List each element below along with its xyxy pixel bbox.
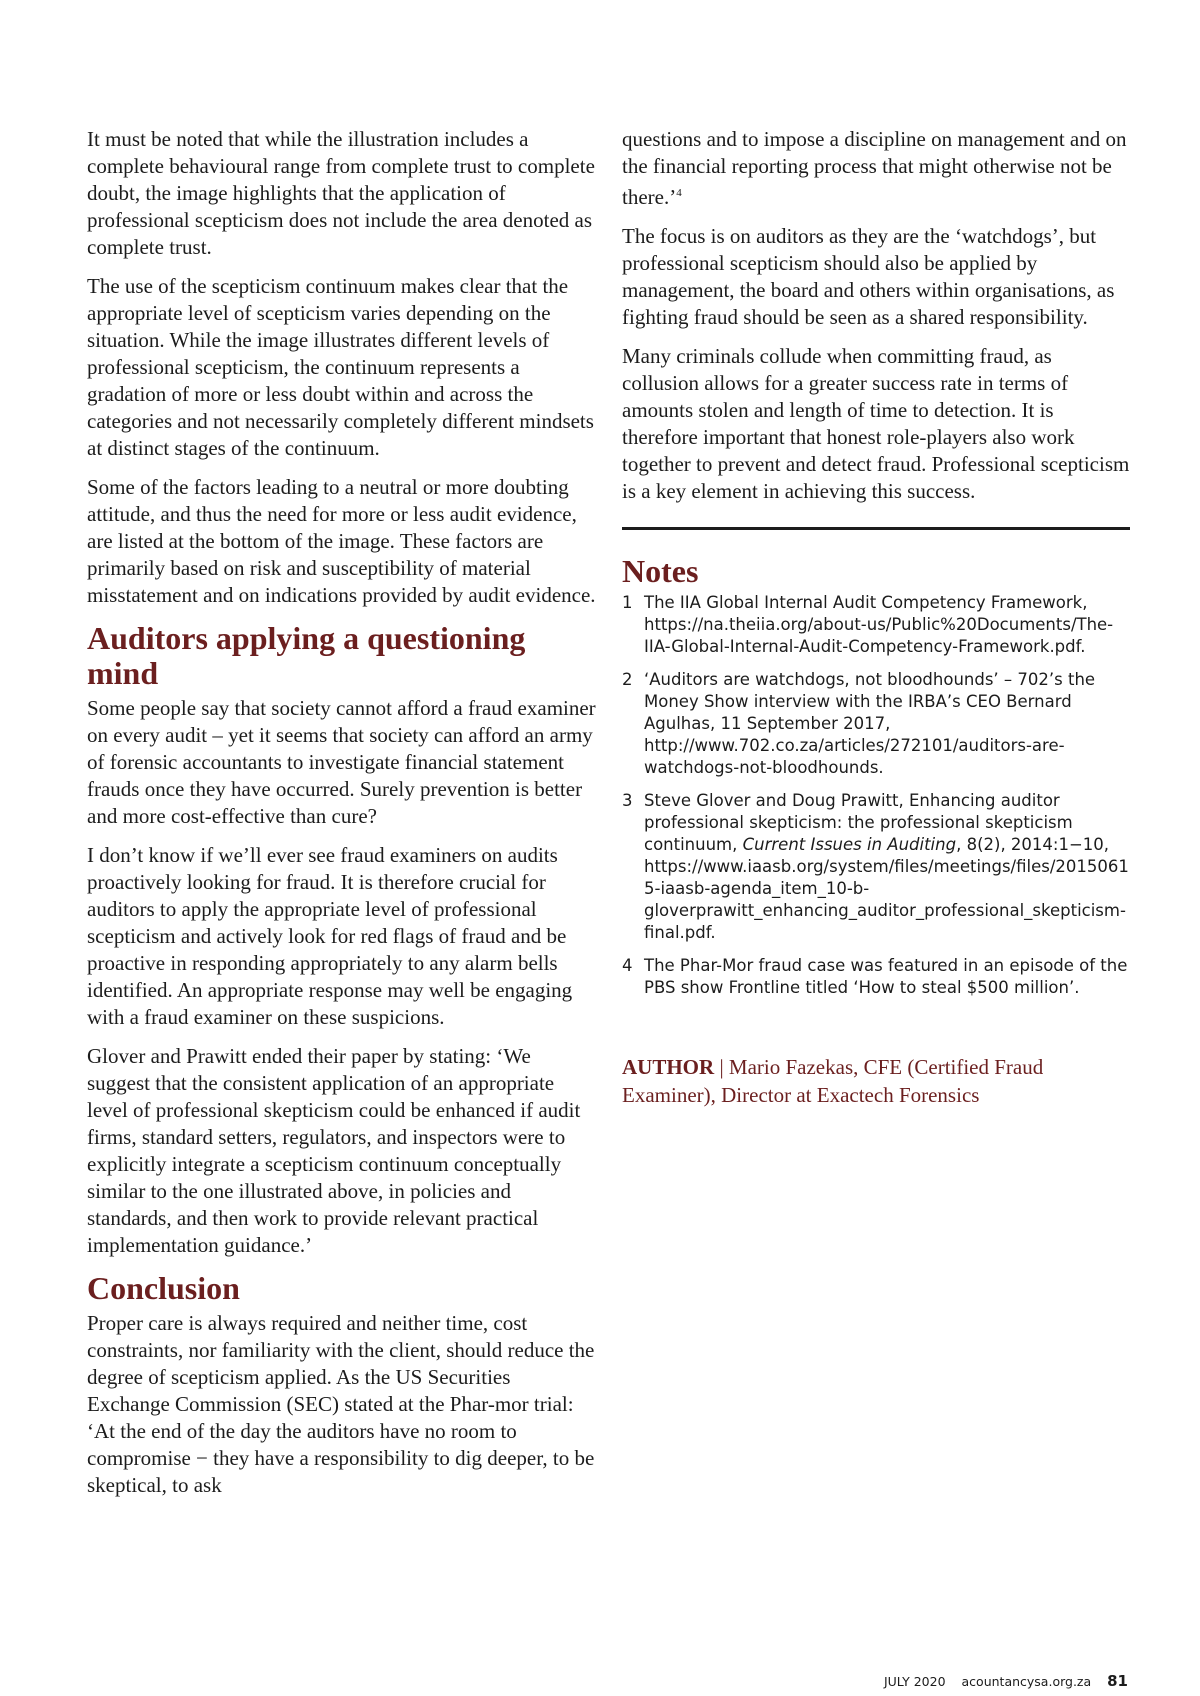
- notes-list: [622, 592, 1130, 999]
- note-item: [622, 955, 1130, 999]
- right-column: [622, 126, 1130, 1109]
- author-name: Mario Fazekas, CFE (Certified Fraud Examiner), Director at Exactech Forensics: [622, 1055, 1044, 1107]
- notes-title: Notes: [622, 553, 699, 589]
- left-column: [87, 126, 597, 1511]
- author-separator: |: [714, 1055, 729, 1079]
- note-item: [622, 790, 1130, 944]
- paragraph: Some people say that society cannot afford a fraud examiner on every audit – yet it seems that society can afford an army of forensic accountants to investigate financial statement frauds once they have occurred. Surely prevention is better and more cost-effective than cure?: [87, 696, 596, 828]
- journal-title: Current Issues in Auditing: [742, 835, 957, 854]
- author-credit: [622, 1053, 1130, 1109]
- note-text: , 8(2), 2014:1−10, https://www.iaasb.org/system/files/meetings/files/20150615-iaasb-agenda_item_10-b-gloverprawitt_enhancing_auditor_professional_skepticism-final.pdf.: [644, 835, 1129, 942]
- website: acountancysa.org.za: [961, 1674, 1092, 1689]
- paragraph: Some of the factors leading to a neutral or more doubting attitude, and thus the need for more or less audit evidence, are listed at the bottom of the image. These factors are primarily based on risk and susceptibility of material misstatement and on indications provided by audit evidence.: [87, 475, 596, 607]
- note-number: 2: [622, 670, 633, 689]
- author-label: AUTHOR: [622, 1055, 715, 1079]
- note-text: Steve Glover and Doug Prawitt, Enhancing auditor professional skepticism: the professional skepticism continuum,: [644, 791, 1073, 854]
- paragraph: It must be noted that while the illustration includes a complete behavioural range from complete trust to complete doubt, the image highlights that the application of professional scepticism does not include the area denoted as complete trust.: [87, 127, 595, 259]
- paragraph: I don’t know if we’ll ever see fraud examiners on audits proactively looking for fraud. It is therefore crucial for auditors to apply the appropriate level of professional scepticism and actively look for red flags of fraud and be proactive in responding appropriately to any alarm bells identified. An appropriate response may well be engaging with a fraud examiner on these suspicions.: [87, 843, 573, 1029]
- paragraph: The focus is on auditors as they are the ‘watchdogs’, but professional scepticism should also be applied by management, the board and others within organisations, as fighting fraud should be seen as a shared responsibility.: [622, 224, 1115, 329]
- paragraph: The use of the scepticism continuum makes clear that the appropriate level of scepticism varies depending on the situation. While the image illustrates different levels of professional scepticism, the continuum represents a gradation of more or less doubt within and across the categories and not necessarily completely different mindsets at distinct stages of the continuum.: [87, 274, 594, 460]
- note-text: ‘Auditors are watchdogs, not bloodhounds’ – 702’s the Money Show interview with the IRBA’s CEO Bernard Agulhas, 11 September 2017, http://www.702.co.za/articles/272101/auditors-are-watchdogs-not-bloodhounds.: [644, 670, 1096, 777]
- note-number: 3: [622, 791, 633, 810]
- note-text: The IIA Global Internal Audit Competency Framework, https://na.theiia.org/about-us/Public%20Documents/The-IIA-Global-Internal-Audit-Competency-Framework.pdf.: [644, 593, 1114, 656]
- note-item: [622, 669, 1130, 779]
- issue-date: JULY 2020: [883, 1674, 946, 1689]
- paragraph: Glover and Prawitt ended their paper by stating: ‘We suggest that the consistent application of an appropriate level of professional skepticism could be enhanced if audit firms, standard setters, regulators, and inspectors were to explicitly integrate a scepticism continuum conceptually similar to the one illustrated above, in policies and standards, and then work to provide relevant practical implementation guidance.’: [87, 1044, 581, 1257]
- paragraph: Many criminals collude when committing fraud, as collusion allows for a greater success rate in terms of amounts stolen and length of time to detection. It is therefore important that honest role-players also work together to prevent and detect fraud. Professional scepticism is a key element in achieving this success.: [622, 344, 1130, 503]
- page-footer: [884, 1672, 1128, 1690]
- paragraph: [622, 126, 1130, 211]
- note-number: 4: [622, 956, 633, 975]
- divider: [622, 527, 1130, 530]
- section-heading-conclusion: Conclusion: [87, 1270, 240, 1306]
- note-text: The Phar-Mor fraud case was featured in an episode of the PBS show Frontline titled ‘How to steal $500 million’.: [644, 956, 1128, 997]
- footnote-ref: 4: [676, 187, 682, 199]
- section-heading-questioning-mind: Auditors applying a questioning mind: [87, 620, 526, 691]
- note-item: [622, 592, 1130, 658]
- page-number: 81: [1107, 1672, 1128, 1690]
- paragraph: Proper care is always required and neither time, cost constraints, nor familiarity with the client, should reduce the degree of scepticism applied. As the US Securities Exchange Commission (SEC) stated at the Phar-mor trial: ‘At the end of the day the auditors have no room to compromise − they have a responsibility to dig deeper, to be skeptical, to ask: [87, 1311, 595, 1497]
- paragraph-text: questions and to impose a discipline on management and on the financial reporting process that might otherwise not be there.’: [622, 127, 1127, 209]
- note-number: 1: [622, 593, 633, 612]
